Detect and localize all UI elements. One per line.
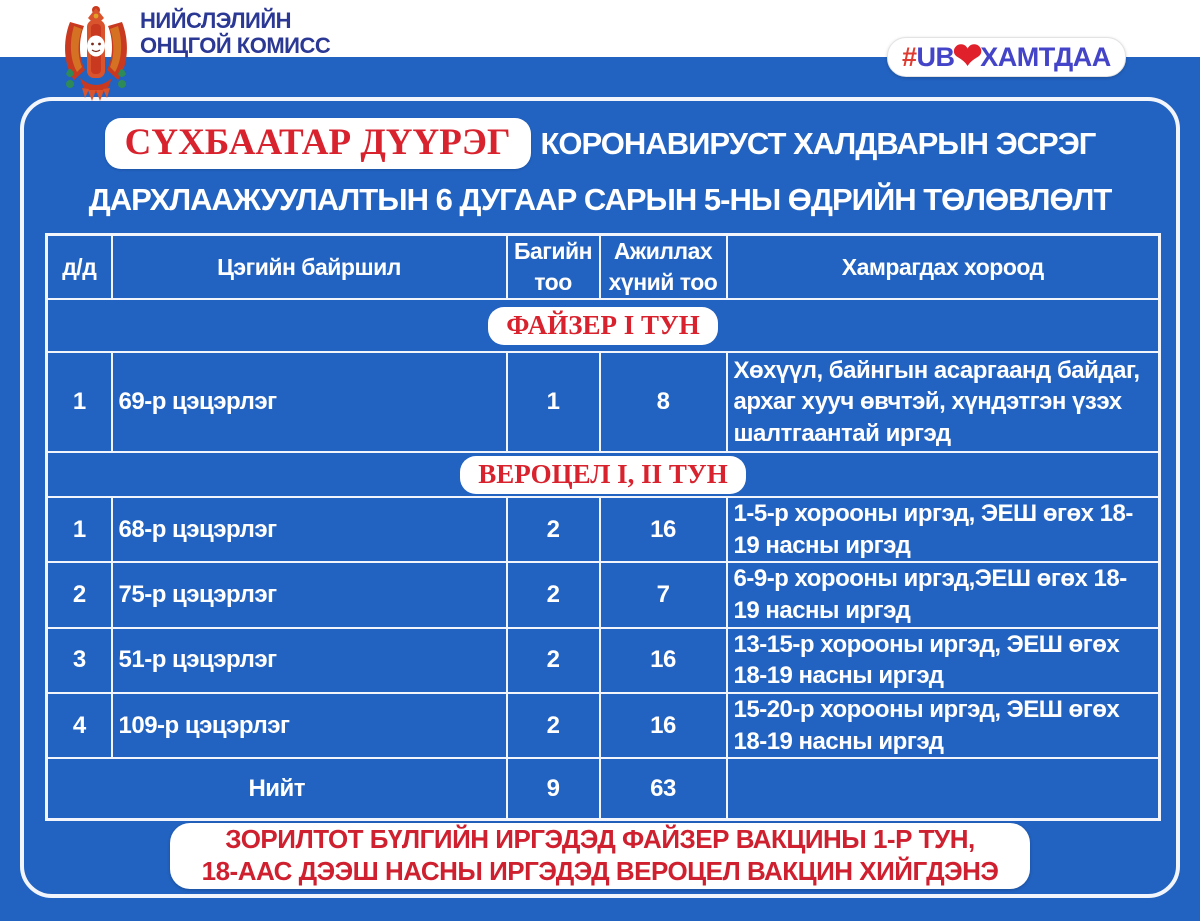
location-cell: 51-р цэцэрлэг: [112, 628, 507, 693]
row-number-cell: 1: [47, 352, 112, 452]
khoroos-cell: 1-5-р хорооны иргэд, ЭЕШ өгөх 18-19 насны иргэд: [727, 497, 1160, 562]
staff-count-cell: 16: [600, 693, 727, 758]
footer-note-pill: [170, 823, 1030, 889]
row-number-cell: 4: [47, 693, 112, 758]
khoroos-cell: 6-9-р хорооны иргэд,ЭЕШ өгөх 18-19 насны иргэд: [727, 562, 1160, 627]
district-name-pill: СҮХБААТАР ДҮҮРЭГ: [105, 118, 531, 169]
title-line1: [0, 118, 1200, 169]
title-line2-text: ДАРХЛААЖУУЛАЛТЫН 6 ДУГААР САРЫН 5-НЫ ӨДРИЙН ТӨЛӨВЛӨЛТ: [88, 182, 1112, 217]
col-header-khoroos: Хамрагдах хороод: [727, 235, 1160, 300]
total-khoroos-cell: [727, 758, 1160, 819]
col-header-location: Цэгийн байршил: [112, 235, 507, 300]
ub-text: UB: [916, 41, 955, 72]
teams-count-cell: 2: [507, 628, 600, 693]
total-row: [47, 758, 1160, 819]
org-name-line2: ОНЦГОЙ КОМИСС: [140, 32, 331, 58]
row-number-cell: 1: [47, 497, 112, 562]
section-row-verocell: [47, 452, 1160, 497]
staff-count-cell: 7: [600, 562, 727, 627]
hashtag-symbol: #: [902, 41, 917, 72]
location-cell: 75-р цэцэрлэг: [112, 562, 507, 627]
teams-count-cell: 2: [507, 562, 600, 627]
footer-note-line2: 18-ААС ДЭЭШ НАСНЫ ИРГЭДЭД ВЕРОЦЕЛ ВАКЦИН ХИЙГДЭНЭ: [201, 856, 999, 886]
total-label-cell: Нийт: [47, 758, 507, 819]
ub-hamtdaa-badge: [887, 34, 1126, 77]
col-header-index: д/д: [47, 235, 112, 300]
col-header-teams: Багийн тоо: [507, 235, 600, 300]
location-cell: 68-р цэцэрлэг: [112, 497, 507, 562]
staff-count-cell: 16: [600, 628, 727, 693]
staff-count-cell: 16: [600, 497, 727, 562]
total-teams-cell: 9: [507, 758, 600, 819]
vaccination-plan-table: [45, 233, 1161, 821]
table-header-row: [47, 235, 1160, 300]
org-name: [140, 9, 330, 58]
khoroos-cell: Хөхүүл, байнгын асаргаанд байдаг, архаг хууч өвчтэй, хүндэтгэн үзэх шалтгаантай иргэд: [727, 352, 1160, 452]
org-name-line1: НИЙСЛЭЛИЙН: [140, 8, 292, 33]
staff-count-cell: 8: [600, 352, 727, 452]
table-row: [47, 693, 1160, 758]
footer-note-line1: ЗОРИЛТОТ БҮЛГИЙН ИРГЭДЭД ФАЙЗЕР ВАКЦИНЫ 1-Р ТУН,: [225, 824, 975, 855]
row-number-cell: 2: [47, 562, 112, 627]
table-row: [47, 352, 1160, 452]
khoroos-cell: 13-15-р хорооны иргэд, ЭЕШ өгөх 18-19 насны иргэд: [727, 628, 1160, 693]
col-header-staff: Ажиллах хүний тоо: [600, 235, 727, 300]
section-verocell-pill: ВЕРОЦЕЛ I, II ТУН: [460, 456, 745, 494]
total-staff-cell: 63: [600, 758, 727, 819]
heart-icon: ❤: [952, 34, 983, 76]
table-row: [47, 562, 1160, 627]
section-row-pfizer: [47, 299, 1160, 352]
teams-count-cell: 1: [507, 352, 600, 452]
table-row: [47, 497, 1160, 562]
teams-count-cell: 2: [507, 497, 600, 562]
row-number-cell: 3: [47, 628, 112, 693]
location-cell: 109-р цэцэрлэг: [112, 693, 507, 758]
location-cell: 69-р цэцэрлэг: [112, 352, 507, 452]
ulaanbaatar-emblem-logo: [58, 4, 134, 104]
khoroos-cell: 15-20-р хорооны иргэд, ЭЕШ өгөх 18-19 насны иргэд: [727, 693, 1160, 758]
table-row: [47, 628, 1160, 693]
hamtdaa-text: ХАМТДАА: [980, 41, 1111, 72]
title-line1-text: КОРОНАВИРУСТ ХАЛДВАРЫН ЭСРЭГ: [540, 125, 1096, 161]
section-pfizer-pill: ФАЙЗЕР I ТУН: [488, 307, 718, 345]
teams-count-cell: 2: [507, 693, 600, 758]
